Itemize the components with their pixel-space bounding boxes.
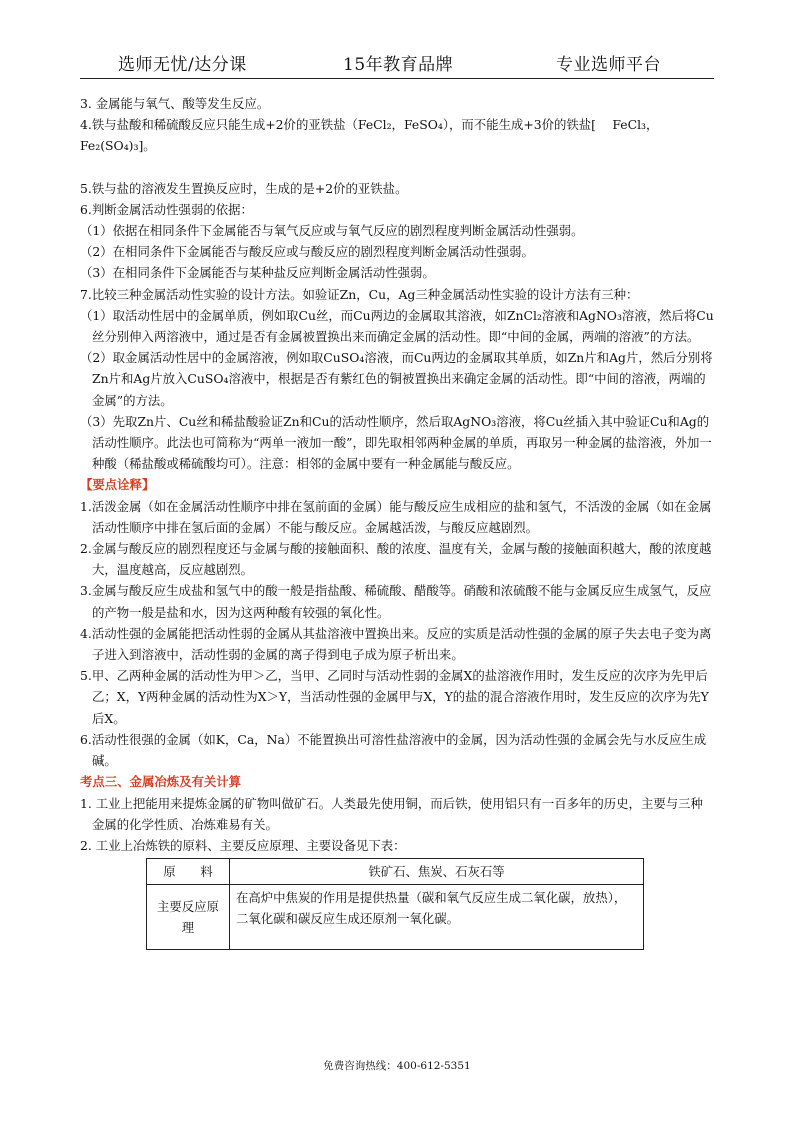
- para-4: 4.铁与盐酸和稀硫酸反应只能生成+2价的亚铁盐（FeCl₂，FeSO₄），而不能生成+3价的铁盐[ FeCl₃，Fe₂(SO₄)₃]。: [80, 117, 659, 154]
- table-cell-raw-materials: 铁矿石、焦炭、石灰石等: [230, 859, 644, 885]
- blank-line: [80, 157, 714, 178]
- table-cell-principle-label: 主要反应原理: [147, 885, 230, 950]
- header-center-text: 15年教育品牌: [343, 55, 454, 75]
- key-point-6: 6.活动性很强的金属（如K，Ca，Na）不能置换出可溶性盐溶液中的金属，因为活动性强的金属会先与水反应生成碱。: [80, 731, 707, 769]
- para-7-2: （2）取金属活动性居中的金属溶液，例如取CuSO₄溶液，而Cu两边的金属取其单质，如Zn片和Ag片，然后分别将Zn片和Ag片放入CuSO₄溶液中，根据是否有紫红色的铜被置换出来确定金属的活动性。即“中间的溶液，两端的金属”的方法。: [80, 350, 713, 408]
- para-7-3: （3）先取Zn片、Cu丝和稀盐酸验证Zn和Cu的活动性顺序，然后取AgNO₃溶液，将Cu丝插入其中验证Cu和Ag的活动性顺序。此法也可简称为“两单一液加一酸”，即先取相邻两种金属的单质，再取另一种金属的盐溶液，外加一种酸（稀盐酸或稀硫酸均可）。注意：相邻的金属中要有一种金属能与酸反应。: [80, 413, 712, 472]
- topic-3-item-2: 2. 工业上冶炼铁的原料、主要反应原理、主要设备见下表：: [80, 837, 406, 853]
- key-point-2: 2.金属与酸反应的剧烈程度还与金属与酸的接触面积、酸的浓度、温度有关，金属与酸的接触面积越大，酸的浓度越大，温度越高，反应越剧烈。: [80, 541, 712, 578]
- key-point-1: 1.活泼金属（如在金属活动性顺序中排在氢前面的金属）能与酸反应生成相应的盐和氢气，不活泼的金属（如在金属活动性顺序中排在氢后面的金属）不能与酸反应。金属越活泼，与酸反应越剧烈。: [80, 498, 712, 535]
- page-header: [80, 48, 714, 79]
- para-7: 7.比较三种金属活动性实验的设计方法。如验证Zn，Cu，Ag三种金属活动性实验的设计方法有三种：: [80, 286, 639, 302]
- table-row: [147, 885, 644, 950]
- key-point-5: 5.甲、乙两种金属的活动性为甲＞乙，当甲、乙同时与活动性弱的金属X的盐溶液作用时，发生反应的次序为先甲后乙；X，Y两种金属的活动性为X＞Y，当活动性强的金属甲与X，Y的盐的混合溶液作用时，发生反应的次序为先Y后X。: [80, 668, 709, 726]
- header-left-text: 选师无忧/达分课: [118, 55, 247, 75]
- footer-hotline: 免费咨询热线：400-612-5351: [323, 1060, 471, 1072]
- key-point-3: 3.金属与酸反应生成盐和氢气中的酸一般是指盐酸、稀硫酸、醋酸等。硝酸和浓硫酸不能与金属反应生成氢气，反应的产物一般是盐和水，因为这两种酸有较强的氧化性。: [80, 583, 712, 620]
- key-point-4: 4.活动性强的金属能把活动性弱的金属从其盐溶液中置换出来。反应的实质是活动性强的金属的原子失去电子变为离子进入到溶液中，活动性弱的金属的离子得到电子成为原子析出来。: [80, 625, 712, 663]
- para-6-2: （2）在相同条件下金属能否与酸反应或与酸反应的剧烈程度判断金属活动性强弱。: [80, 244, 534, 260]
- para-7-1: （1）取活动性居中的金属单质，例如取Cu丝，而Cu两边的金属取其溶液，如ZnCl₂溶液和AgNO₃溶液，然后将Cu丝分别伸入两溶液中，通过是否有金属被置换出来而确定金属的活动性。即“中间的金属，两端的溶液”的方法。: [80, 307, 714, 345]
- para-6-3: （3）在相同条件下金属能否与某种盐反应判断金属活动性强弱。: [80, 265, 435, 281]
- header-right-text: 专业选师平台: [556, 55, 661, 75]
- section-heading-key-points: 【要点诠释】: [80, 477, 155, 493]
- iron-smelting-table: [146, 858, 644, 950]
- para-6: 6.判断金属活动性强弱的依据：: [80, 201, 253, 217]
- section-heading-topic-3: 考点三、金属冶炼及有关计算: [80, 774, 242, 790]
- topic-3-item-1: 1. 工业上把能用来提炼金属的矿物叫做矿石。人类最先使用铜，而后铁，使用铝只有一百多年的历史，主要与三种金属的化学性质、冶炼难易有关。: [80, 795, 703, 832]
- para-6-1: （1）依据在相同条件下金属能否与氧气反应或与氧气反应的剧烈程度判断金属活动性强弱。: [80, 223, 584, 239]
- table-cell-raw-materials-label: 原 料: [147, 859, 230, 885]
- table-cell-principle: 在高炉中焦炭的作用是提供热量（碳和氧气反应生成二氧化碳，放热），二氧化碳和碳反应生成还原剂一氧化碳。: [230, 885, 644, 950]
- document-body: [80, 93, 714, 950]
- para-5: 5.铁与盐的溶液发生置换反应时，生成的是+2价的亚铁盐。: [80, 180, 408, 196]
- para-3: 3. 金属能与氧气、酸等发生反应。: [80, 96, 270, 111]
- table-row: [147, 859, 644, 885]
